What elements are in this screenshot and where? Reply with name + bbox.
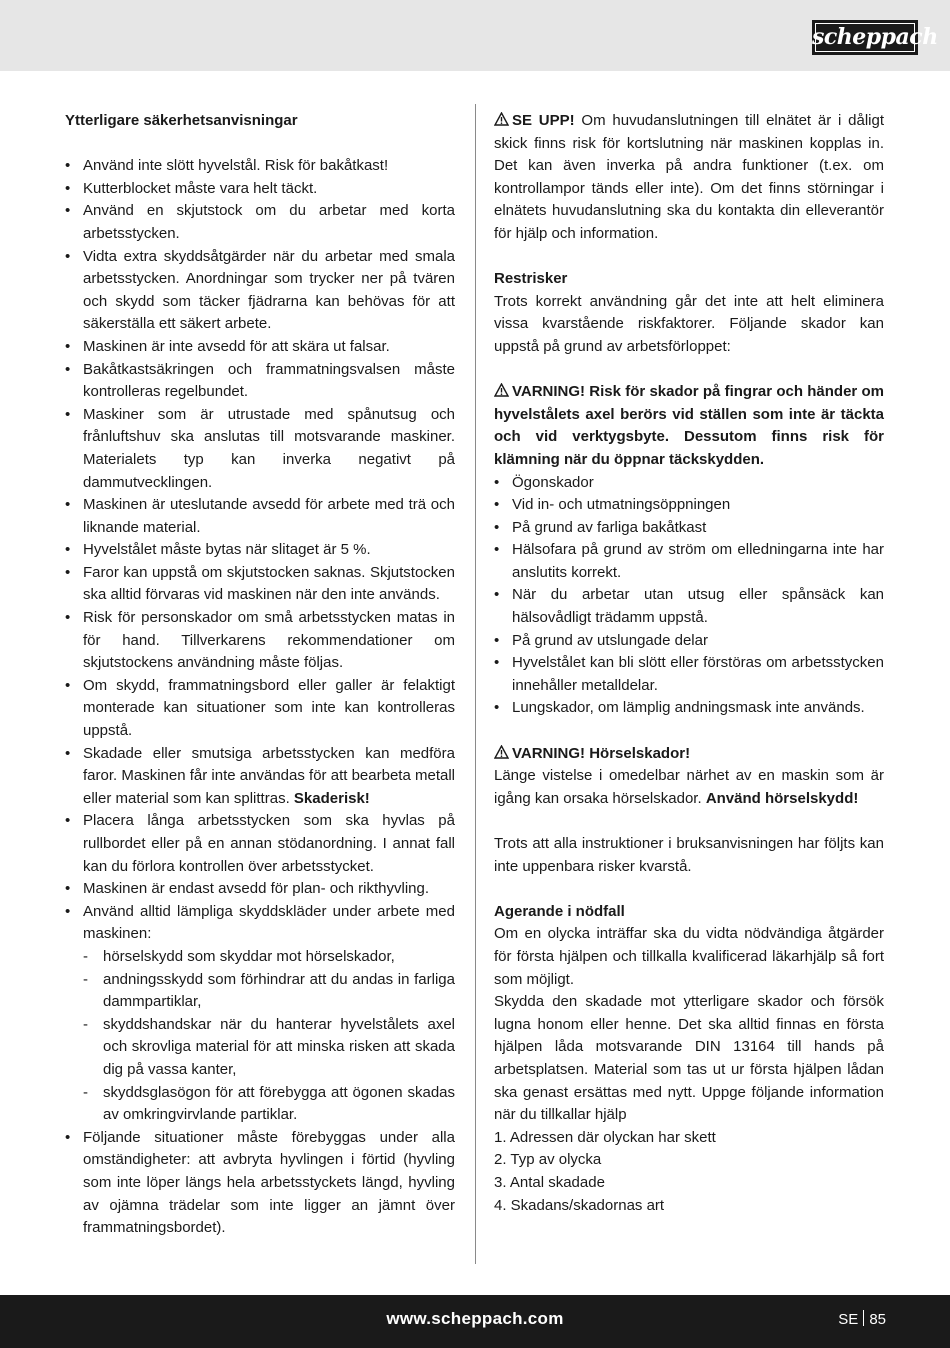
page-number: SE 85 <box>838 1311 886 1328</box>
list-item: • Maskinen är endast avsedd för plan- och rikthyvling. <box>65 878 455 901</box>
list-item: • Vidta extra skyddsåtgärder när du arbetar med smala arbetsstycken. Anordningar som trycker ner på tvären och skydd som täcker fjädrarna kan behövas för att säkerställa ett säkert arbete. <box>65 246 455 336</box>
list-item: • Använd alltid lämpliga skyddskläder under arbete med maskinen: <box>65 901 455 946</box>
risk-list <box>494 472 884 721</box>
list-item: • Hyvelstålet måste bytas när slitaget är 5 %. <box>65 539 455 562</box>
list-item: • Om skydd, frammatningsbord eller galler är felaktigt monterade kan situationer som inte kan kontrolleras uppstå. <box>65 675 455 743</box>
list-subitem: - skyddsglasögon för att förebygga att ögonen skadas av omkringvirvlande partiklar. <box>65 1082 455 1127</box>
list-item: • Kutterblocket måste vara helt täckt. <box>65 178 455 201</box>
footer-bar <box>0 1295 950 1348</box>
numbered-item: 2. Typ av olycka <box>494 1151 602 1169</box>
list-subitem: - andningsskydd som förhindrar att du andas in farliga dammpartiklar, <box>65 969 455 1014</box>
list-item: • Skadade eller smutsiga arbetsstycken kan medföra faror. Maskinen får inte användas för att bearbeta metall eller material som kan splittras. Skaderisk! <box>65 743 455 811</box>
residual-text: Trots att alla instruktioner i bruksanvisningen har följts kan inte uppenbara risker kvarstå. <box>494 835 884 875</box>
restrisker-heading: Restrisker <box>494 270 568 288</box>
list-item: • På grund av utslungade delar <box>494 630 884 653</box>
list-item: • Maskinen är inte avsedd för att skära ut falsar. <box>65 336 455 359</box>
hearing-warning: VARNING! Hörselskador! <box>494 743 884 766</box>
website-url: www.scheppach.com <box>386 1309 564 1328</box>
numbered-item: 3. Antal skadade <box>494 1173 605 1191</box>
list-subitem: - hörselskydd som skyddar mot hörselskador, <box>65 946 455 969</box>
list-subitem: - skyddshandskar när du hanterar hyvelstålets axel och skrovliga material för att minska risken att skada dig på vassa kanter, <box>65 1014 455 1082</box>
safety-list <box>65 155 455 1240</box>
emergency-paragraph: Om en olycka inträffar ska du vidta nödvändiga åtgärder för första hjälpen och tillkalla kvalificerad läkarhjälp så fort som möjligt. <box>494 925 884 988</box>
list-item: • Använd inte slött hyvelstål. Risk för bakåtkast! <box>65 155 455 178</box>
right-column <box>494 110 884 1217</box>
column-divider <box>475 104 476 1264</box>
list-item: • Hyvelstålet kan bli slött eller förstöras om arbetsstycken innehåller metalldelar. <box>494 652 884 697</box>
list-item: • På grund av farliga bakåtkast <box>494 517 884 540</box>
caution-paragraph: SE UPP! Om huvudanslutningen till elnätet är i dåligt skick finns risk för kortslutning när maskinen kopplas in. Det kan även inverka på andra funktioner (t.ex. om kontrollampor tänds eller inte). Om det finns störningar i elnätets huvudanslutning ska du kontakta din elleverantör för hjälp och information. <box>494 112 884 242</box>
list-item: • Ögonskador <box>494 472 884 495</box>
list-item: • Maskinen är uteslutande avsedd för arbete med trä och liknande material. <box>65 494 455 539</box>
list-item: • Faror kan uppstå om skjutstocken saknas. Skjutstocken ska alltid förvaras vid maskinen när den inte används. <box>65 562 455 607</box>
list-item: • Lungskador, om lämplig andningsmask inte används. <box>494 697 884 720</box>
safety-heading: Ytterligare säkerhetsanvisningar <box>65 112 298 129</box>
list-item: • Placera långa arbetsstycken som ska hyvlas på rullbordet eller på en annan stödanordning. I annat fall kan du förlora kontrollen över arbetsstycket. <box>65 810 455 878</box>
list-item: • När du arbetar utan utsug eller spånsäck kan hälsovådligt trädamm uppstå. <box>494 584 884 629</box>
numbered-item: 1. Adressen där olyckan har skett <box>494 1128 716 1146</box>
restrisker-text: Trots korrekt användning går det inte att helt eliminera vissa kvarstående riskfaktorer. Följande skador kan uppstå på grund av arbetsförloppet: <box>494 292 884 355</box>
header-bar <box>0 0 950 71</box>
list-item: • Följande situationer måste förebyggas under alla omständigheter: att avbryta hyvlingen i förtid (hyvling som inte löper längs hela arbetsstyckets längd, hyvling av ojämna trädelar som inte ligger an jämnt över frammatningsbordet). <box>65 1127 455 1240</box>
hearing-text: Länge vistelse i omedelbar närhet av en maskin som är igång kan orsaka hörselskador. Använd hörselskydd! <box>494 767 884 807</box>
list-item: • Risk för personskador om små arbetsstycken matas in för hand. Tillverkarens rekommendationer om skjutstockens användning måste följas. <box>65 607 455 675</box>
brand-logo: scheppach <box>812 20 918 55</box>
list-item: • Hälsofara på grund av ström om elledningarna inte har anslutits korrekt. <box>494 539 884 584</box>
list-item: • Maskiner som är utrustade med spånutsug och frånluftshuv ska anslutas till motsvarande maskiner. Materialets typ kan inverka negativt på dammutvecklingen. <box>65 404 455 494</box>
warning-paragraph: VARNING! Risk för skador på fingrar och händer om hyvelstålets axel berörs vid ställen som inte är täckta och vid verktygsbyte. Dessutom finns risk för klämning när du öppnar täckskydden. <box>494 383 884 468</box>
left-column <box>65 110 455 1240</box>
list-item: • Vid in- och utmatningsöppningen <box>494 494 884 517</box>
emergency-heading: Agerande i nödfall <box>494 902 625 920</box>
list-item: • Bakåtkastsäkringen och frammatningsvalsen måste kontrolleras regelbundet. <box>65 359 455 404</box>
emergency-paragraph: Skydda den skadade mot ytterligare skador och försök lugna honom eller henne. Det ska alltid finnas en första hjälpen låda motsvarande DIN 13164 till hands på arbetsplatsen. Material som tas ut ur första hjälpen lådan ska genast ersättas med nytt. Uppge följande information när du tillkallar hjälp <box>494 993 884 1124</box>
numbered-item: 4. Skadans/skadornas art <box>494 1196 665 1214</box>
list-item: • Använd en skjutstock om du arbetar med korta arbetsstycken. <box>65 200 455 245</box>
